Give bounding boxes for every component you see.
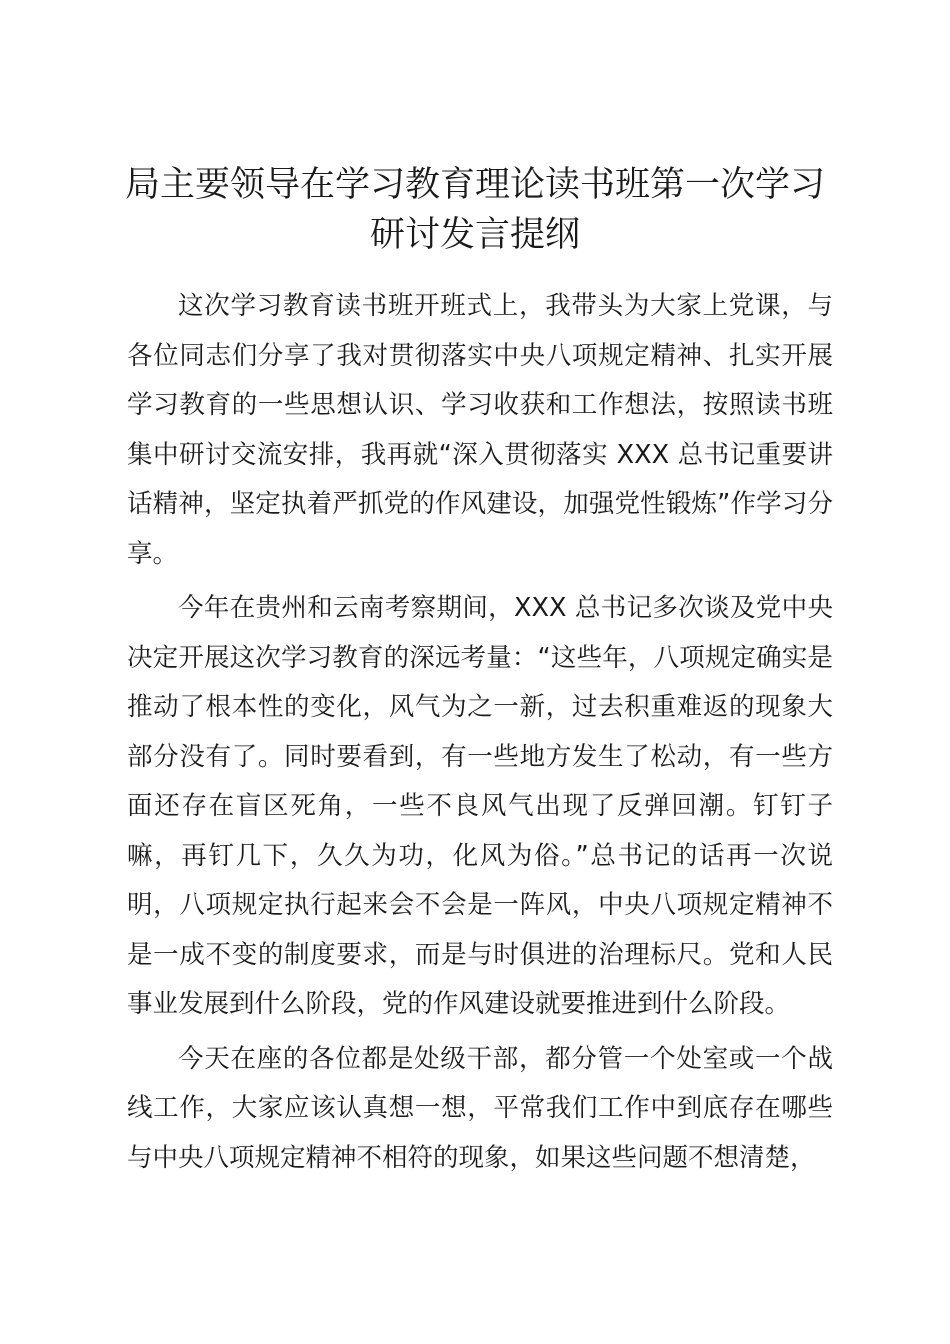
paragraph-1: 这次学习教育读书班开班式上，我带头为大家上党课，与各位同志们分享了我对贯彻落实中央八项规定精神、扎实开展学习教育的一些思想认识、学习收获和工作想法，按照读书班集中研讨交流安排，我再就“深入贯彻落实 XXX 总书记重要讲话精神，坚定执着严抓党的作风建设，加强党性锻炼”作学习分享。	[127, 291, 833, 569]
document-title: 局主要领导在学习教育理论读书班第一次学习研讨发言提纲	[124, 165, 825, 255]
paragraph-3: 今天在座的各位都是处级干部，都分管一个处室或一个战线工作，大家应该认真想一想，平常我们工作中到底存在哪些与中央八项规定精神不相符的现象，如果这些问题不想清楚，	[127, 1043, 833, 1173]
document-body	[127, 282, 833, 1188]
paragraph-2: 今年在贵州和云南考察期间，XXX 总书记多次谈及党中央决定开展这次学习教育的深远考量：“这些年，八项规定确实是推动了根本性的变化，风气为之一新，过去积重难返的现象大部分没有了。同时要看到，有一些地方发生了松动，有一些方面还存在盲区死角，一些不良风气出现了反弹回潮。钉钉子嘛，再钉几下，久久为功，化风为俗。”总书记的话再一次说明，八项规定执行起来会不会是一阵风，中央八项规定精神不是一成不变的制度要求，而是与时俱进的治理标尺。党和人民事业发展到什么阶段，党的作风建设就要推进到什么阶段。	[127, 593, 833, 1019]
